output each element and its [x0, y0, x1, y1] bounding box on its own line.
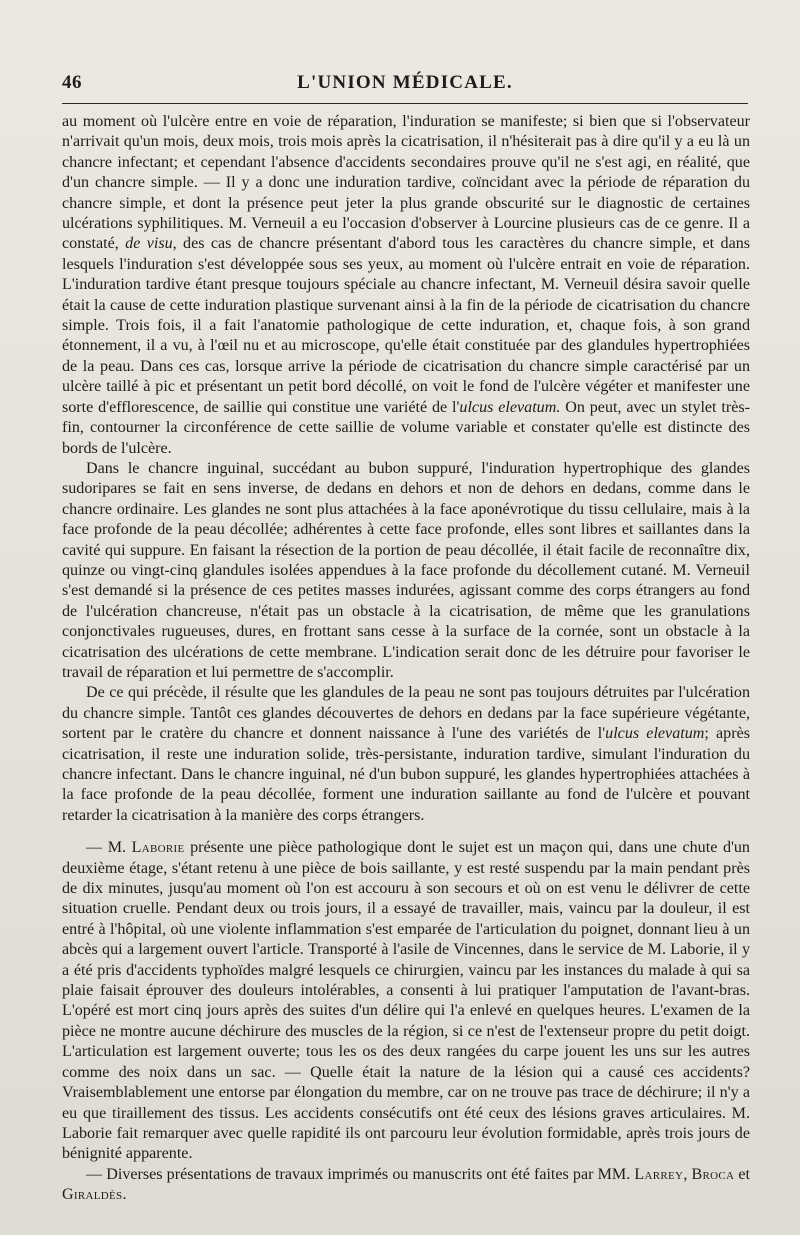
text-run: Dans le chancre inguinal, succédant au bubon suppuré, l'induration hypertrophique des glandes sudoripares se fait en sens inverse, de dedans en dehors et non de dehors en dedans, comme dans le chancre ordinaire. Les glandes ne sont plus attachées à la face aponévrotique du tissu cellulaire, mais à la face profonde de la peau décollée; adhérentes à cette face profonde, elles sont libres et saillantes dans la cavité qui suppure. En faisant la résection de la portion de peau décollée, il était facile de reconnaître dix, quinze ou vingt-cinq glandules isolées appendues à la face profonde du décollement cutané. M. Verneuil s'est demandé si la présence de ces petites masses indurées, agissant comme des corps étrangers au fond de l'ulcération chancreuse, n'était pas un obstacle à la cicatrisation, de même que les granulations conjonctivales rugueuses, dures, en frottant sans cesse à la surface de la cornée, sont un obstacle à la cicatrisation des ulcérations de cette membrane. L'indication serait donc de les détruire pour favoriser le travail de réparation et lui permettre de s'accomplir.	[62, 459, 750, 681]
header-rule	[62, 103, 748, 104]
paragraph	[62, 112, 750, 459]
text-run: ,	[683, 1165, 692, 1183]
paragraph	[62, 1165, 750, 1206]
italic-text: de visu	[125, 235, 173, 253]
text-run: .	[122, 1186, 127, 1204]
page-header	[62, 70, 748, 100]
page-number: 46	[62, 72, 82, 93]
italic-text: ulcus elevatum.	[459, 398, 561, 416]
paragraph	[62, 838, 750, 1165]
text-run: au moment où l'ulcère entre en voie de réparation, l'induration se manifeste; si bien que si l'observateur n'arrivait qu'un mois, deux mois, trois mois après la cicatrisation, il n'hésiterait pas à dire qu'il y a eu là un chancre infectant; et cependant l'absence d'accidents secondaires prouve qu'il ne s'est agi, en réalité, que d'un chancre simple. — Il y a donc une induration tardive, coïncidant avec la période de réparation du chancre simple, et dont la présence peut jeter la plus grande obscurité sur le diagnostic de certaines ulcérations syphilitiques. M. Verneuil a eu l'occasion d'observer à Lourcine plusieurs cas de ce genre. Il a constaté,	[62, 113, 750, 253]
italic-text: ulcus elevatum	[605, 725, 705, 743]
text-run: On peut, avec un stylet très-fin, contourner la circonférence de cette saillie de volume variable et constater qu'elle est distincte des bords de l'ulcère.	[62, 398, 750, 457]
paragraph	[62, 459, 750, 683]
text-run: et	[734, 1165, 751, 1183]
running-title: L'UNION MÉDICALE.	[297, 72, 513, 93]
author-name: Larrey	[634, 1165, 684, 1183]
text-run: présente une pièce pathologique dont le sujet est un maçon qui, dans une chute d'un deuxième étage, s'étant retenu à une pièce de bois saillante, y est resté suspendu par la main pendant près de dix minutes, jusqu'au moment où l'on est accouru à son secours et où on est venu le délivrer de cette situation cruelle. Pendant deux ou trois jours, il a essayé de travailler, mais, vaincu par la douleur, il est entré à l'hôpital, où une violente inflammation s'est emparée de l'articulation du poignet, donnant lieu à un abcès qui a largement ouvert l'article. Transporté à l'asile de Vincennes, dans le service de M. Laborie, il y a été pris d'accidents typhoïdes malgré lesquels ce chirurgien, vaincu par les instances du malade à qui sa plaie faisait éprouver des douleurs intolérables, a consenti à lui pratiquer l'amputation de l'avant-bras. L'opéré est mort cinq jours après des suites d'un délire qui l'a enlevé en quelques heures. L'examen de la pièce ne montre aucune déchirure des muscles de la région, si ce n'est de l'extenseur propre du petit doigt. L'articulation est largement ouverte; tous les os des deux rangées du carpe jouent les uns sur les autres comme des noix dans un sac. — Quelle était la nature de la lésion qui a causé ces accidents? Vraisemblablement une entorse par élongation du membre, car on ne trouve pas trace de déchirure; il n'y a eu que tiraillement des tissus. Les accidents consécutifs ont été ceux des lésions graves articulaires. M. Laborie fait remarquer avec quelle rapidité ils ont parcouru leur évolution formidable, après trois jours de bénignité apparente.	[62, 839, 750, 1163]
text-run: — M.	[86, 839, 132, 857]
text-run: , des cas de chancre présentant d'abord tous les caractères du chancre simple, et dans lesquels l'induration s'est développée sous ses yeux, au moment où l'ulcère entrait en voie de réparation. L'induration tardive étant presque toujours spéciale au chancre infectant, M. Verneuil désira savoir quelle était la cause de cette induration plastique survenant ainsi à la fin de la période de cicatrisation du chancre simple. Trois fois, il a fait l'anatomie pathologique de cette induration, et, chaque fois, à son grand étonnement, il a vu, à l'œil nu et au microscope, qu'elle était constituée par des glandules hypertrophiées de la peau. Dans ces cas, lorsque arrive la période de cicatrisation du chancre simple caractérisé par un ulcère taillé à pic et présentant un petit bord décollé, on voit le fond de l'ulcère végéter et manifester une sorte d'efflorescence, de saillie qui constitue une variété de l'	[62, 235, 751, 416]
author-name: Giraldès	[62, 1186, 123, 1204]
body-text	[62, 112, 750, 1206]
paragraph	[62, 683, 750, 826]
text-run: ; après cicatrisation, il reste une induration solide, très-persistante, induration tardive, simulant l'induration du chancre infectant. Dans le chancre inguinal, né d'un bubon suppuré, les glandes hypertrophiées attachées à la face profonde de la peau décollée, forment une induration saillante au fond de l'ulcère et pouvant retarder la cicatrisation à la manière des corps étrangers.	[62, 725, 750, 824]
text-run: De ce qui précède, il résulte que les glandules de la peau ne sont pas toujours détruites par l'ulcération du chancre simple. Tantôt ces glandes découvertes de dehors en dedans par la face supérieure végétante, sortent par le cratère du chancre et donnent naissance à l'une des variétés de l'	[62, 684, 750, 743]
text-run: — Diverses présentations de travaux imprimés ou manuscrits ont été faites par MM.	[86, 1165, 635, 1183]
author-name: Laborie	[131, 839, 185, 857]
author-name: Broca	[691, 1165, 735, 1183]
